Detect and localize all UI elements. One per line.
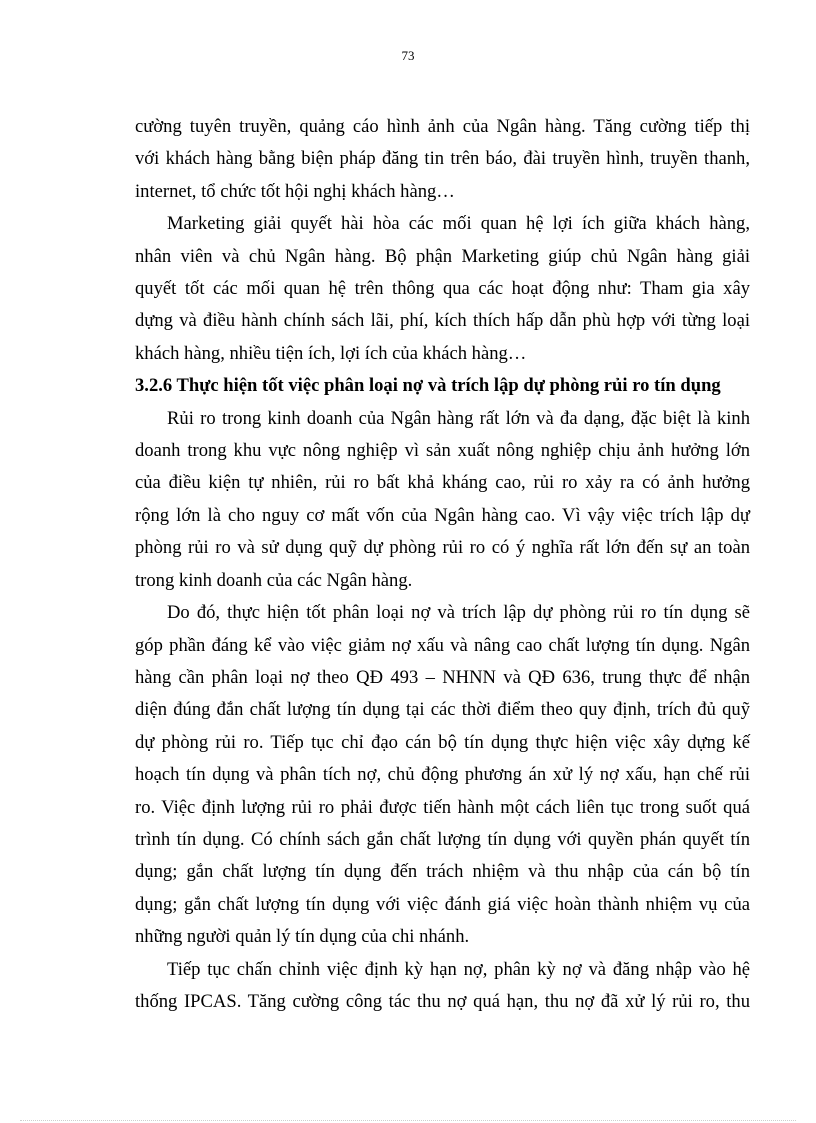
- text-line: dự phòng rủi ro. Tiếp tục chỉ đạo cán bộ tín dụng thực hiện việc xây dựng kế: [135, 731, 750, 753]
- text-line: góp phần đáng kể vào việc giảm nợ xấu và nâng cao chất lượng tín dụng. Ngân: [135, 634, 750, 656]
- text-line: trong kinh doanh của các Ngân hàng.: [135, 569, 413, 591]
- document-body: [135, 111, 750, 1018]
- text-line: với khách hàng bằng biện pháp đăng tin trên báo, đài truyền hình, truyền thanh,: [135, 148, 750, 170]
- text-line: hàng cần phân loại nợ theo QĐ 493 – NHNN và QĐ 636, trung thực để nhận: [135, 666, 750, 688]
- text-line: rộng lớn là cho nguy cơ mất vốn của Ngân hàng cao. Vì vậy việc trích lập dự: [135, 504, 750, 526]
- text-line: ro. Việc định lượng rủi ro phải được tiến hành một cách liên tục trong suốt quá: [135, 796, 750, 818]
- text-line: dựng và điều hành chính sách lãi, phí, kích thích hấp dẫn phù hợp với từng loại: [135, 310, 750, 332]
- text-line: internet, tổ chức tốt hội nghị khách hàng…: [135, 180, 455, 202]
- paragraph: [135, 954, 750, 1019]
- paragraph: [135, 111, 750, 208]
- text-line: Tiếp tục chấn chỉnh việc định kỳ hạn nợ, phân kỳ nợ và đăng nhập vào hệ: [167, 958, 750, 980]
- text-line: diện đúng đắn chất lượng tín dụng tại các thời điểm theo quy định, trích đủ quỹ: [135, 699, 750, 721]
- text-line: doanh trong khu vực nông nghiệp vì sản xuất nông nghiệp chịu ảnh hưởng lớn: [135, 440, 750, 462]
- page-bottom-rule: [20, 1120, 796, 1121]
- text-line: phòng rủi ro và sử dụng quỹ dự phòng rủi ro có ý nghĩa rất lớn đến sự an toàn: [135, 537, 750, 559]
- text-line: Do đó, thực hiện tốt phân loại nợ và trích lập dự phòng rủi ro tín dụng sẽ: [167, 602, 750, 624]
- text-line: những người quản lý tín dụng của chi nhánh.: [135, 926, 470, 948]
- text-line: Rủi ro trong kinh doanh của Ngân hàng rất lớn và đa dạng, đặc biệt là kinh: [167, 407, 750, 429]
- text-line: của điều kiện tự nhiên, rủi ro bất khả kháng cao, rủi ro xảy ra có ảnh hưởng: [135, 472, 750, 494]
- text-line: hoạch tín dụng và phân tích nợ, chủ động phương án xử lý nợ xấu, hạn chế rủi: [135, 764, 750, 786]
- text-line: quyết tốt các mối quan hệ trên thông qua các hoạt động như: Tham gia xây: [135, 278, 750, 300]
- section-heading: 3.2.6 Thực hiện tốt việc phân loại nợ và trích lập dự phòng rủi ro tín dụng: [135, 375, 721, 397]
- text-line: nhân viên và chủ Ngân hàng. Bộ phận Marketing giúp chủ Ngân hàng giải: [135, 245, 750, 267]
- text-line: trình tín dụng. Có chính sách gắn chất lượng tín dụng với quyền phán quyết tín: [135, 828, 750, 850]
- text-line: dụng; gắn chất lượng tín dụng đến trách nhiệm và thu nhập của cán bộ tín: [135, 861, 750, 883]
- paragraph: [135, 597, 750, 953]
- text-line: khách hàng, nhiều tiện ích, lợi ích của khách hàng…: [135, 342, 527, 364]
- paragraph: [135, 403, 750, 597]
- paragraph: [135, 208, 750, 370]
- text-line: dụng; gắn chất lượng tín dụng với việc đánh giá việc hoàn thành nhiệm vụ của: [135, 893, 750, 915]
- page-number: 73: [401, 48, 415, 63]
- text-line: thống IPCAS. Tăng cường công tác thu nợ quá hạn, thu nợ đã xử lý rủi ro, thu: [135, 990, 750, 1012]
- text-line: Marketing giải quyết hài hòa các mối quan hệ lợi ích giữa khách hàng,: [167, 213, 750, 235]
- text-line: cường tuyên truyền, quảng cáo hình ảnh của Ngân hàng. Tăng cường tiếp thị: [135, 116, 750, 137]
